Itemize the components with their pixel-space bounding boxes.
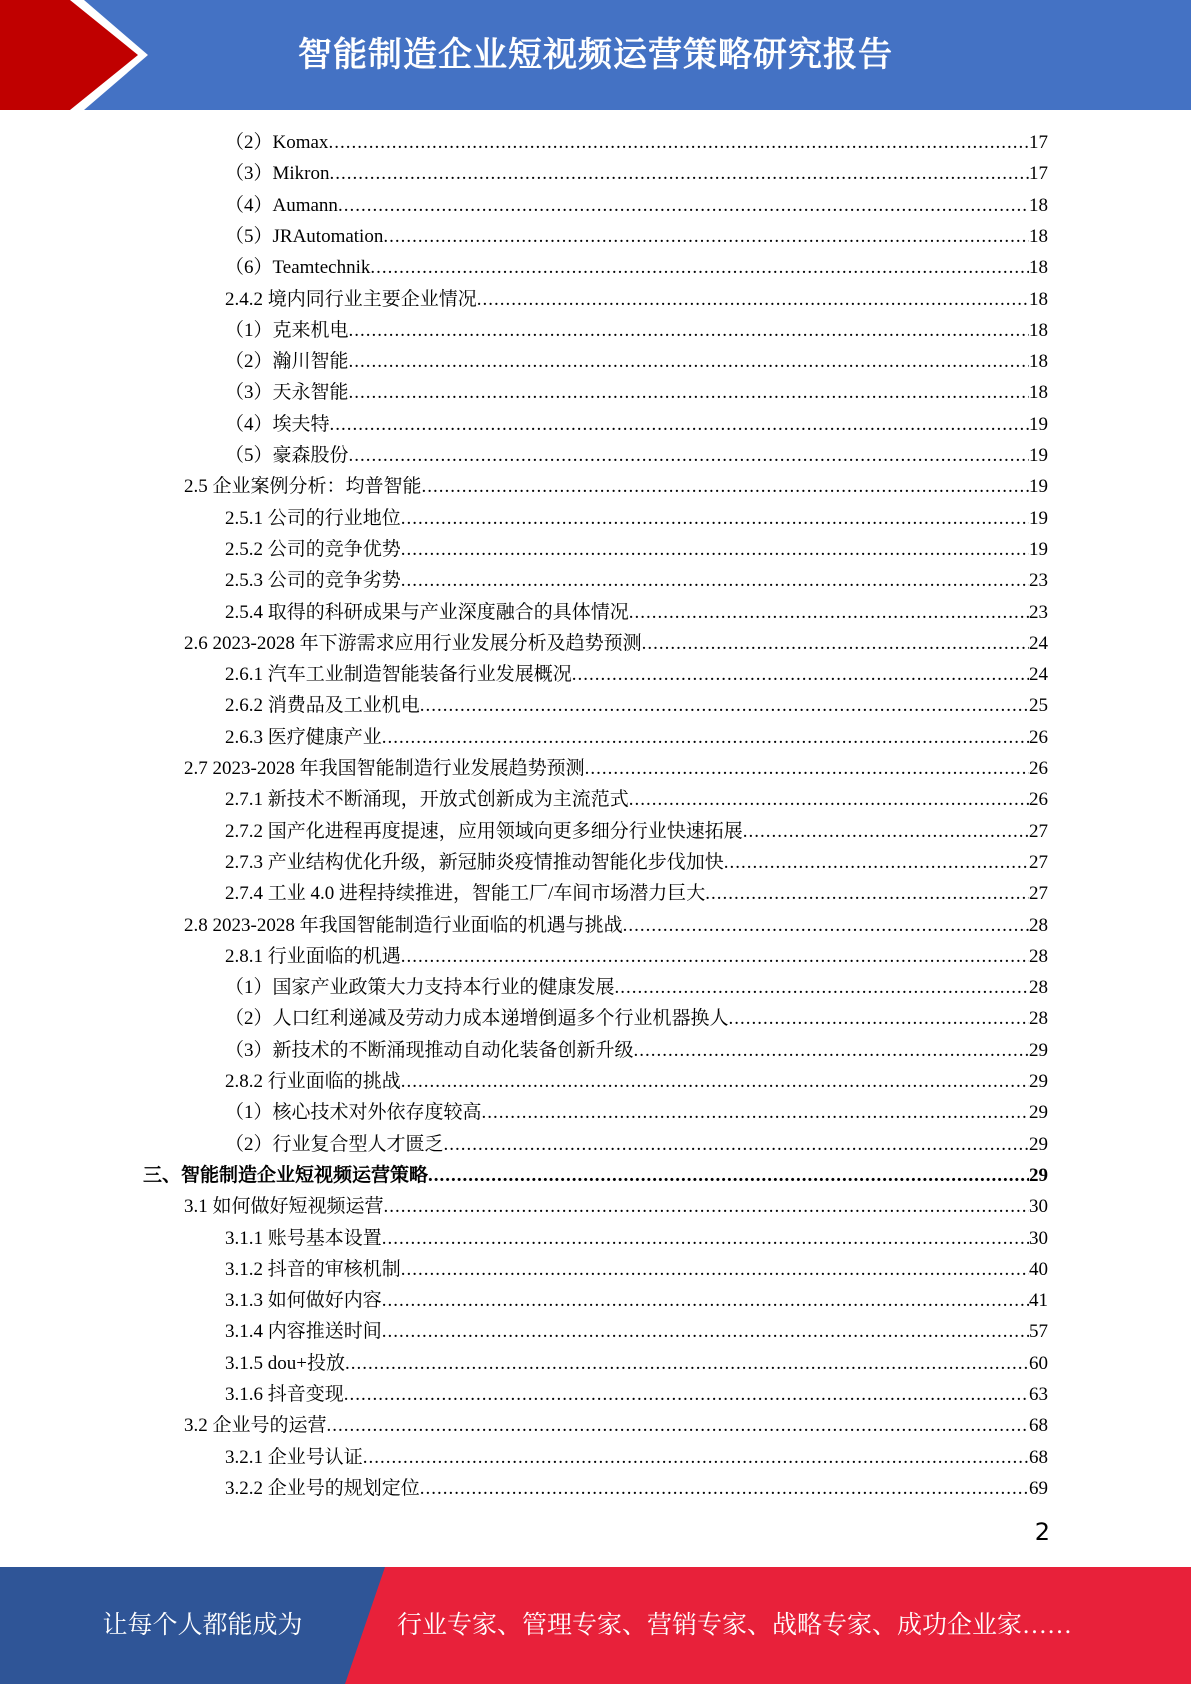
toc-dot-leader <box>401 1254 1029 1285</box>
toc-entry-label: 2.5.1 公司的行业地位 <box>225 508 401 529</box>
toc-entry-page: 24 <box>1029 633 1048 654</box>
toc-entry-label: 2.5.3 公司的竞争劣势 <box>225 570 401 591</box>
toc-entry-label: （5）JRAutomation <box>225 226 384 247</box>
toc-dot-leader <box>401 565 1029 596</box>
page-number: 2 <box>1034 1518 1050 1546</box>
toc-entry-label: 2.5.2 公司的竞争优势 <box>225 539 401 560</box>
toc-entry[interactable] <box>225 252 1048 283</box>
toc-entry[interactable] <box>225 158 1048 189</box>
toc-dot-leader <box>349 377 1029 408</box>
toc-dot-leader <box>327 1410 1029 1441</box>
toc-dot-leader <box>382 1223 1029 1254</box>
toc-entry-label: 2.8.1 行业面临的机遇 <box>225 946 401 967</box>
toc-dot-leader <box>420 690 1029 721</box>
toc-dot-leader <box>724 847 1029 878</box>
toc-entry-label: 2.8 2023-2028 年我国智能制造行业面临的机遇与挑战 <box>184 915 623 936</box>
toc-entry-label: 2.4.2 境内同行业主要企业情况 <box>225 289 477 310</box>
toc-dot-leader <box>634 1035 1029 1066</box>
toc-dot-leader <box>585 753 1029 784</box>
toc-entry[interactable] <box>225 346 1048 377</box>
page-header <box>0 0 1191 110</box>
report-title: 智能制造企业短视频运营策略研究报告 <box>298 35 893 75</box>
toc-entry-page: 18 <box>1029 320 1048 341</box>
toc-entry[interactable] <box>184 628 1048 659</box>
toc-entry-page: 68 <box>1029 1415 1048 1436</box>
toc-entry[interactable] <box>184 1191 1048 1222</box>
toc-entry[interactable] <box>184 471 1048 502</box>
toc-dot-leader <box>623 910 1029 941</box>
toc-dot-leader <box>428 1160 1029 1191</box>
toc-entry-page: 24 <box>1029 664 1048 685</box>
toc-dot-leader <box>729 1003 1029 1034</box>
toc-entry-label: 3.1.6 抖音变现 <box>225 1384 344 1405</box>
toc-dot-leader <box>401 941 1029 972</box>
toc-dot-leader <box>382 1285 1029 1316</box>
toc-dot-leader <box>382 1316 1029 1347</box>
toc-entry-page: 27 <box>1029 883 1048 904</box>
toc-dot-leader <box>370 252 1029 283</box>
toc-entry-label: 三、智能制造企业短视频运营策略 <box>143 1165 429 1186</box>
toc-entry[interactable] <box>143 1160 1048 1191</box>
toc-entry-page: 25 <box>1029 695 1048 716</box>
toc-dot-leader <box>482 1097 1029 1128</box>
toc-dot-leader <box>363 1442 1029 1473</box>
toc-entry-label: 2.7.4 工业 4.0 进程持续推进，智能工厂/车间市场潜力巨大 <box>225 883 706 904</box>
toc-entry[interactable] <box>225 1348 1048 1379</box>
toc-entry-page: 26 <box>1029 789 1048 810</box>
toc-dot-leader <box>328 127 1029 158</box>
toc-entry[interactable] <box>225 565 1048 596</box>
toc-dot-leader <box>345 1348 1029 1379</box>
toc-entry-page: 23 <box>1029 602 1048 623</box>
toc-entry-page: 29 <box>1029 1165 1048 1186</box>
toc-entry-label: 3.1.1 账号基本设置 <box>225 1228 382 1249</box>
toc-dot-leader <box>615 972 1029 1003</box>
toc-dot-leader <box>629 597 1029 628</box>
toc-entry-label: （1）核心技术对外依存度较高 <box>225 1102 482 1123</box>
page-footer <box>0 1567 1191 1684</box>
toc-dot-leader <box>477 284 1029 315</box>
toc-entry-label: 2.7.2 国产化进程再度提速，应用领域向更多细分行业快速拓展 <box>225 821 743 842</box>
toc-entry[interactable] <box>225 190 1048 221</box>
toc-entry-label: 3.1.5 dou+投放 <box>225 1353 345 1374</box>
toc-dot-leader <box>349 440 1029 471</box>
toc-entry-page: 63 <box>1029 1384 1048 1405</box>
toc-entry[interactable] <box>225 722 1048 753</box>
toc-entry-label: （3）Mikron <box>225 163 330 184</box>
toc-entry-page: 27 <box>1029 852 1048 873</box>
toc-dot-leader <box>382 722 1029 753</box>
toc-dot-leader <box>330 409 1029 440</box>
footer-slogan-left: 让每个人都能成为 <box>102 1612 303 1639</box>
toc-entry-page: 30 <box>1029 1196 1048 1217</box>
toc-entry[interactable] <box>225 1442 1048 1473</box>
toc-entry-page: 28 <box>1029 977 1048 998</box>
toc-entry-page: 29 <box>1029 1102 1048 1123</box>
toc-entry[interactable] <box>225 503 1048 534</box>
toc-entry-page: 28 <box>1029 915 1048 936</box>
toc-entry[interactable] <box>225 597 1048 628</box>
toc-entry-page: 18 <box>1029 382 1048 403</box>
toc-entry-label: 3.1.3 如何做好内容 <box>225 1290 382 1311</box>
toc-dot-leader <box>420 1473 1029 1504</box>
toc-dot-leader <box>629 784 1029 815</box>
toc-entry-page: 29 <box>1029 1134 1048 1155</box>
toc-entry-page: 30 <box>1029 1228 1048 1249</box>
toc-dot-leader <box>384 1191 1029 1222</box>
toc-entry-label: 2.8.2 行业面临的挑战 <box>225 1071 401 1092</box>
toc-entry[interactable] <box>225 972 1048 1003</box>
toc-entry-page: 26 <box>1029 758 1048 779</box>
toc-entry-page: 29 <box>1029 1071 1048 1092</box>
toc-entry[interactable] <box>225 409 1048 440</box>
toc-entry-label: 2.7 2023-2028 年我国智能制造行业发展趋势预测 <box>184 758 585 779</box>
toc-entry-label: 2.7.1 新技术不断涌现，开放式创新成为主流范式 <box>225 789 629 810</box>
toc-entry[interactable] <box>225 284 1048 315</box>
toc-entry-page: 18 <box>1029 257 1048 278</box>
toc-dot-leader <box>349 315 1029 346</box>
toc-dot-leader <box>330 158 1029 189</box>
toc-dot-leader <box>344 1379 1029 1410</box>
toc-dot-leader <box>401 534 1029 565</box>
toc-entry[interactable] <box>225 221 1048 252</box>
toc-entry-page: 26 <box>1029 727 1048 748</box>
toc-entry[interactable] <box>225 1316 1048 1347</box>
toc-entry-page: 69 <box>1029 1478 1048 1499</box>
toc-entry[interactable] <box>225 659 1048 690</box>
toc-entry[interactable] <box>225 878 1048 909</box>
toc-entry-page: 41 <box>1029 1290 1048 1311</box>
footer-slogan-right: 行业专家、管理专家、营销专家、战略专家、成功企业家…… <box>397 1612 1073 1639</box>
toc-entry[interactable] <box>225 1129 1048 1160</box>
toc-entry[interactable] <box>225 1285 1048 1316</box>
toc-dot-leader <box>705 878 1029 909</box>
toc-entry-label: 2.6.1 汽车工业制造智能装备行业发展概况 <box>225 664 572 685</box>
toc-entry-label: 3.1 如何做好短视频运营 <box>184 1196 384 1217</box>
toc-entry[interactable] <box>225 1035 1048 1066</box>
toc-entry[interactable] <box>225 1097 1048 1128</box>
toc-entry-label: （5）豪森股份 <box>225 445 349 466</box>
toc-dot-leader <box>401 503 1029 534</box>
toc-entry[interactable] <box>225 941 1048 972</box>
toc-entry-label: （6）Teamtechnik <box>225 257 371 278</box>
toc-entry-label: 3.1.4 内容推送时间 <box>225 1321 382 1342</box>
toc-entry-page: 40 <box>1029 1259 1048 1280</box>
toc-entry-label: 3.2.1 企业号认证 <box>225 1447 363 1468</box>
toc-dot-leader <box>743 816 1029 847</box>
toc-entry[interactable] <box>225 1254 1048 1285</box>
toc-entry-page: 18 <box>1029 351 1048 372</box>
toc-entry-label: 2.7.3 产业结构优化升级，新冠肺炎疫情推动智能化步伐加快 <box>225 852 724 873</box>
toc-entry-label: （2）瀚川智能 <box>225 351 349 372</box>
toc-entry-page: 17 <box>1029 163 1048 184</box>
toc-entry-label: 2.5 企业案例分析：均普智能 <box>184 476 422 497</box>
toc-entry-page: 23 <box>1029 570 1048 591</box>
toc-entry[interactable] <box>225 1003 1048 1034</box>
toc-entry-page: 19 <box>1029 539 1048 560</box>
toc-entry-label: （2）Komax <box>225 132 329 153</box>
toc-entry-label: 2.6.3 医疗健康产业 <box>225 727 382 748</box>
toc-entry-label: （4）埃夫特 <box>225 414 330 435</box>
toc-entry-label: （2）行业复合型人才匮乏 <box>225 1134 444 1155</box>
toc-entry-page: 28 <box>1029 946 1048 967</box>
toc-entry-page: 28 <box>1029 1008 1048 1029</box>
toc-entry[interactable] <box>225 816 1048 847</box>
toc-entry[interactable] <box>225 690 1048 721</box>
toc-dot-leader <box>338 190 1029 221</box>
toc-entry-page: 19 <box>1029 508 1048 529</box>
toc-dot-leader <box>349 346 1029 377</box>
toc-dot-leader <box>422 471 1029 502</box>
toc-entry[interactable] <box>225 534 1048 565</box>
toc-entry-page: 18 <box>1029 226 1048 247</box>
toc-entry[interactable] <box>225 127 1048 158</box>
toc-entry[interactable] <box>225 315 1048 346</box>
toc-entry[interactable] <box>184 910 1048 941</box>
toc-entry-page: 17 <box>1029 132 1048 153</box>
toc-entry[interactable] <box>225 1066 1048 1097</box>
toc-dot-leader <box>642 628 1029 659</box>
toc-entry-label: 2.5.4 取得的科研成果与产业深度融合的具体情况 <box>225 602 629 623</box>
toc-entry[interactable] <box>225 377 1048 408</box>
toc-entry[interactable] <box>225 847 1048 878</box>
toc-entry-label: （3）天永智能 <box>225 382 349 403</box>
toc-entry-page: 60 <box>1029 1353 1048 1374</box>
toc-entry-label: （2）人口红利递减及劳动力成本递增倒逼多个行业机器换人 <box>225 1008 729 1029</box>
toc-entry[interactable] <box>225 1473 1048 1504</box>
toc-entry-label: 3.1.2 抖音的审核机制 <box>225 1259 401 1280</box>
toc-entry-label: （3）新技术的不断涌现推动自动化装备创新升级 <box>225 1040 634 1061</box>
toc-entry-label: 2.6.2 消费品及工业机电 <box>225 695 420 716</box>
toc-entry-label: （1）克来机电 <box>225 320 349 341</box>
toc-entry-page: 19 <box>1029 476 1048 497</box>
toc-entry-page: 57 <box>1029 1321 1048 1342</box>
toc-dot-leader <box>572 659 1029 690</box>
toc-entry-page: 18 <box>1029 195 1048 216</box>
toc-entry[interactable] <box>184 1410 1048 1441</box>
toc-entry-page: 27 <box>1029 821 1048 842</box>
toc-entry-label: 3.2 企业号的运营 <box>184 1415 327 1436</box>
toc-entry-page: 29 <box>1029 1040 1048 1061</box>
toc-entry-label: （4）Aumann <box>225 195 338 216</box>
toc-entry-page: 18 <box>1029 289 1048 310</box>
toc-dot-leader <box>444 1129 1029 1160</box>
toc-entry[interactable] <box>225 1379 1048 1410</box>
toc-dot-leader <box>401 1066 1029 1097</box>
toc-entry-label: （1）国家产业政策大力支持本行业的健康发展 <box>225 977 615 998</box>
toc-entry[interactable] <box>225 784 1048 815</box>
toc-entry-page: 68 <box>1029 1447 1048 1468</box>
toc-entry-page: 19 <box>1029 445 1048 466</box>
toc-entry[interactable] <box>184 753 1048 784</box>
toc-entry-page: 19 <box>1029 414 1048 435</box>
toc-entry-label: 3.2.2 企业号的规划定位 <box>225 1478 420 1499</box>
toc-entry-label: 2.6 2023-2028 年下游需求应用行业发展分析及趋势预测 <box>184 633 642 654</box>
toc-entry[interactable] <box>225 440 1048 471</box>
toc-entry[interactable] <box>225 1223 1048 1254</box>
toc-dot-leader <box>383 221 1029 252</box>
